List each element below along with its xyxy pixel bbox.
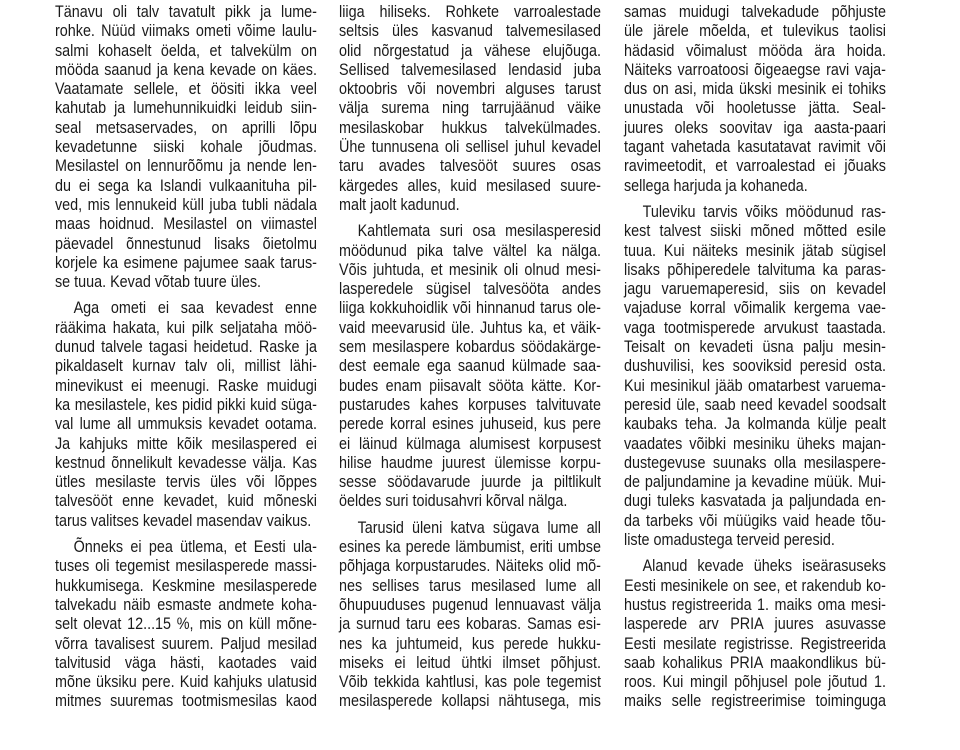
text-line: hilise haudme juurest ülemisse korpu- xyxy=(339,452,601,472)
text-line: ved, mis lennukeid küll juba tubli nädala xyxy=(55,194,317,214)
text-line: tarus valitses kevadel masendav vaikus. xyxy=(55,510,312,530)
text-line: jagu varuemaperesid, siis on kevadel xyxy=(624,279,886,299)
text-line: liiga kokkuhoidlik või hinnanud tarus ole- xyxy=(339,298,601,318)
text-line: mitmes suuremas tootmismesilas kaod xyxy=(55,691,317,711)
text-line-wrapper xyxy=(339,395,601,414)
text-line-wrapper xyxy=(624,79,886,98)
text-line-wrapper xyxy=(624,434,886,453)
text-line-wrapper xyxy=(624,98,886,117)
text-line: oktoobris või novembri alguses tarust xyxy=(339,79,601,99)
text-line: Võis juhtuda, et mesinik oli olnud mesi- xyxy=(339,259,601,279)
paragraph xyxy=(339,518,601,711)
text-line-wrapper xyxy=(624,691,886,710)
text-line: välja surema ning tarrujäänud väike xyxy=(339,98,601,118)
text-line-wrapper xyxy=(55,156,317,175)
text-line: Alanud kevade üheks iseärasuseks xyxy=(642,556,886,576)
text-line-wrapper xyxy=(339,260,601,279)
text-line-wrapper xyxy=(339,21,601,40)
text-line-wrapper xyxy=(55,60,317,79)
text-line-wrapper xyxy=(55,376,317,395)
text-line: kest talvest siiski mõned mõtted esile xyxy=(624,221,886,241)
text-line-wrapper xyxy=(624,337,886,356)
text-line-wrapper xyxy=(339,537,601,556)
text-line: kärgedes alles, kuid mesilased suure- xyxy=(339,175,601,195)
text-line-wrapper xyxy=(55,2,317,21)
text-line-wrapper xyxy=(55,98,317,117)
text-line: Tuleviku tarvis võiks möödunud ras- xyxy=(642,201,886,221)
text-line-wrapper xyxy=(624,614,886,633)
text-line: Vaatamate sellele, et öösiti ikka veel xyxy=(55,79,317,99)
text-line: Tarusid üleni katva sügava lume all xyxy=(357,517,601,537)
text-line-wrapper xyxy=(55,556,317,575)
text-line-wrapper xyxy=(339,434,601,453)
text-line: dushuvilisi, kes sooviksid peresid osta. xyxy=(624,356,886,376)
text-line-wrapper xyxy=(55,691,317,710)
text-line: sem mesilaspere kobardus söödakärge- xyxy=(339,337,601,357)
text-line: olid nõrgestatud ja vähese elujõuga. xyxy=(339,40,601,60)
text-line: unustada või hooletusse jätta. Seal- xyxy=(624,98,886,118)
text-line-wrapper xyxy=(55,253,317,272)
text-line-wrapper xyxy=(55,653,317,672)
paragraph xyxy=(55,2,317,291)
text-line: öeldes suri toidusahvri kõrval nälga. xyxy=(339,491,568,511)
text-line: talvitusid väga hästi, kaotades vaid xyxy=(55,652,317,672)
text-line-wrapper xyxy=(339,337,601,356)
text-line: taru avades talvesööt suures osas xyxy=(339,156,601,176)
paragraph xyxy=(624,556,886,710)
text-line-wrapper xyxy=(624,137,886,156)
text-line-wrapper xyxy=(624,491,886,510)
text-line-wrapper xyxy=(624,156,886,175)
text-line: Kahtlemata suri osa mesilasperesid xyxy=(357,221,601,241)
text-line: peresid üle, saab need kevadel soodsalt xyxy=(624,394,886,414)
text-line: rohke. Nüüd viimaks ometi võime laulu- xyxy=(55,21,317,41)
text-line-wrapper xyxy=(339,98,601,117)
text-line: liiga hiliseks. Rohkete varroalestade xyxy=(339,2,601,21)
text-line-wrapper xyxy=(339,241,601,260)
text-line: selt olevat 12...15 %, mis on küll mõne- xyxy=(55,614,317,634)
text-line: se tuua. Kevad võtab tuure üles. xyxy=(55,272,262,292)
text-line: Näiteks varroatoosi õigeaegse ravi vaja- xyxy=(624,59,886,79)
text-line-wrapper xyxy=(624,414,886,433)
text-line: perede korral esines juhuseid, kus pere xyxy=(339,414,601,434)
text-line: ei läinud külmaga alumisest korpusest xyxy=(339,433,601,453)
text-line-wrapper xyxy=(339,653,601,672)
text-line-wrapper xyxy=(624,260,886,279)
text-line: liste omadustega terveid peresid. xyxy=(624,530,835,550)
text-line: möödunud pika talve vältel ka nälga. xyxy=(339,240,601,260)
text-line: val lume all ummuksis kevadet ootama. xyxy=(55,414,317,434)
text-line: Ühe tunnusena oli sellisel juhul kevadel xyxy=(339,137,601,157)
text-line-wrapper xyxy=(624,202,886,221)
text-line: Aga ometi ei saa kevadest enne xyxy=(73,298,317,318)
text-line: kahutab ja lumehunnikuidki leidub siin- xyxy=(55,98,317,118)
text-line: lisaks põhiperedele talvituma ka paras- xyxy=(624,259,886,279)
text-line: salmi kohaselt öelda, et talvekülm on xyxy=(55,40,317,60)
text-line: sesse söödavarude juurde ja piltlikult xyxy=(339,472,601,492)
text-line-wrapper xyxy=(55,511,317,530)
text-line: ka mesilastele, kes pidid pikki kuid süga- xyxy=(55,394,317,414)
text-line-wrapper xyxy=(339,79,601,98)
text-line: ütles mesilaste tervis üles või lõppes xyxy=(55,472,317,492)
text-line: du ei sega ka Islandi vulkaanituha pil- xyxy=(55,175,317,195)
text-line-wrapper xyxy=(339,176,601,195)
text-line-wrapper xyxy=(55,472,317,491)
text-line-wrapper xyxy=(624,118,886,137)
text-line: sellega harjuda ja kohaneda. xyxy=(624,175,808,195)
text-line-wrapper xyxy=(339,279,601,298)
text-line: Mesilastel on lennurõõmu ja nende len- xyxy=(55,156,317,176)
text-line-wrapper xyxy=(339,118,601,137)
text-line: nes sellises tarus mesilased lume all xyxy=(339,575,601,595)
text-line-wrapper xyxy=(55,453,317,472)
text-line: kaubaks teha. Ja kolmanda külje pealt xyxy=(624,414,886,434)
text-line: maas hoidnud. Mesilastel on viimastel xyxy=(55,214,317,234)
paragraph xyxy=(55,298,317,530)
text-line-wrapper xyxy=(55,234,317,253)
text-line: kevadetunne siiski kohale jõudmas. xyxy=(55,137,317,157)
text-line-wrapper xyxy=(55,118,317,137)
text-line: budes enam piisavalt sööta kätte. Kor- xyxy=(339,375,601,395)
text-line: talvesööt enne kevadet, kuid mõneski xyxy=(55,491,317,511)
text-line: kestnud õnnelikult kevadesse välja. Kas xyxy=(55,452,317,472)
text-line-wrapper xyxy=(339,634,601,653)
text-line-wrapper xyxy=(624,595,886,614)
text-line-wrapper xyxy=(624,241,886,260)
text-line-wrapper xyxy=(55,395,317,414)
text-line: samas muidugi talvekadude põhjuste xyxy=(624,2,886,21)
text-line-wrapper xyxy=(339,195,601,214)
text-line: vaadates võibki mesiniku üheks majan- xyxy=(624,433,886,453)
text-column-1 xyxy=(55,2,317,718)
text-line-wrapper xyxy=(55,434,317,453)
text-line: vaid meevarusid üle. Juhtus ka, et väik- xyxy=(339,317,601,337)
text-line-wrapper xyxy=(339,41,601,60)
text-line-wrapper xyxy=(624,356,886,375)
text-line: dugi tuleks kasvatada ja paljundada en- xyxy=(624,491,886,511)
text-line-wrapper xyxy=(624,21,886,40)
text-line: Võib tekkida kahtlusi, kas pole tegemist xyxy=(339,672,601,692)
text-line-wrapper xyxy=(624,279,886,298)
text-line: juures oleks soovitav iga aasta-paari xyxy=(624,117,886,137)
text-line-wrapper xyxy=(55,614,317,633)
text-line-wrapper xyxy=(339,556,601,575)
text-line: mesilasperede kollapsi nähtusega, mis xyxy=(339,691,601,711)
text-line-wrapper xyxy=(339,376,601,395)
paragraph xyxy=(339,221,601,510)
text-line: tuua. Kui näiteks mesinik jätab sügisel xyxy=(624,240,886,260)
text-line: mööda saanud ja kena kevade on käes. xyxy=(55,59,317,79)
text-line-wrapper xyxy=(55,79,317,98)
text-line: Tänavu oli talv tavatult pikk ja lume- xyxy=(55,2,317,21)
text-line: Eesti mesilate registrisse. Registreerida xyxy=(624,633,886,653)
text-line-wrapper xyxy=(624,453,886,472)
text-line-wrapper xyxy=(55,318,317,337)
text-line: Kui mesinikul jääb omatarbest varuema- xyxy=(624,375,886,395)
text-line: nes ka juhtumeid, kus perede hukku- xyxy=(339,633,601,653)
text-line-wrapper xyxy=(624,298,886,317)
text-line: hustus registreerida 1. maiks oma mesi- xyxy=(624,594,886,614)
text-line-wrapper xyxy=(339,614,601,633)
text-line: põhjaga korpustarudes. Näiteks olid mõ- xyxy=(339,556,601,576)
text-line-wrapper xyxy=(624,376,886,395)
paragraph xyxy=(55,537,317,711)
text-line: roos. Kui mingil põhjusel pole jõutud 1. xyxy=(624,672,886,692)
text-line-wrapper xyxy=(624,511,886,530)
text-line: dus on asi, mida ükski mesinik ei tohiks xyxy=(624,79,886,99)
text-line-wrapper xyxy=(624,672,886,691)
text-line: maiks selle registreerimise toiminguga xyxy=(624,691,886,711)
text-line-wrapper xyxy=(339,356,601,375)
text-line-wrapper xyxy=(55,337,317,356)
text-line-wrapper xyxy=(624,576,886,595)
text-line-wrapper xyxy=(339,595,601,614)
text-line-wrapper xyxy=(339,318,601,337)
text-line: mesilaskobar hukkus talvekülmades. xyxy=(339,117,601,137)
text-line-wrapper xyxy=(55,298,317,317)
text-line: pustarudes kahes korpuses talvituvate xyxy=(339,394,601,414)
text-line: ja surnud taru ees kobaras. Samas esi- xyxy=(339,614,601,634)
text-line: dest eemale ega saanud külmade saa- xyxy=(339,356,601,376)
text-line-wrapper xyxy=(55,576,317,595)
text-line: õhupuuduses pugenud lennuavast välja xyxy=(339,594,601,614)
text-line-wrapper xyxy=(55,595,317,614)
text-line-wrapper xyxy=(624,221,886,240)
paragraph xyxy=(624,202,886,549)
text-line: talvekadu näib esmaste andmete koha- xyxy=(55,594,317,614)
text-line-wrapper xyxy=(339,453,601,472)
text-line-wrapper xyxy=(624,2,886,21)
text-line-wrapper xyxy=(339,60,601,79)
text-line: hukkumisega. Keskmine mesilasperede xyxy=(55,575,317,595)
text-line-wrapper xyxy=(55,634,317,653)
text-line-wrapper xyxy=(339,472,601,491)
text-line: saab kohalikus PRIA maakondlikus bü- xyxy=(624,652,886,672)
text-line-wrapper xyxy=(624,653,886,672)
text-line-wrapper xyxy=(55,21,317,40)
text-line: malt jaolt kadunud. xyxy=(339,194,460,214)
text-line-wrapper xyxy=(339,2,601,21)
text-line-wrapper xyxy=(339,518,601,537)
paragraph xyxy=(624,2,886,195)
text-line: seal metsaservades, on aprilli lõpu xyxy=(55,117,317,137)
text-line-wrapper xyxy=(339,414,601,433)
text-line-wrapper xyxy=(55,176,317,195)
text-column-2 xyxy=(339,2,601,718)
paragraph xyxy=(339,2,601,214)
text-line-wrapper xyxy=(55,491,317,510)
text-line-wrapper xyxy=(55,414,317,433)
text-line: Sellised talvemesilased lendasid juba xyxy=(339,59,601,79)
text-line-wrapper xyxy=(55,356,317,375)
text-line: hädasid võimalust mööda ära hoida. xyxy=(624,40,886,60)
text-line-wrapper xyxy=(624,556,886,575)
text-line: võrra tavalisest suurem. Paljud mesilad xyxy=(55,633,317,653)
text-line-wrapper xyxy=(339,691,601,710)
text-line: de paljundamine ja kevadine müük. Mui- xyxy=(624,472,886,492)
text-line-wrapper xyxy=(339,491,601,510)
text-line: Ja kahjuks mitte kõik mesilaspered ei xyxy=(55,433,317,453)
text-line: dustegevuse suunaks olla mesilaspere- xyxy=(624,452,886,472)
text-line: seltsis üles kasvanud talvemesilased xyxy=(339,21,601,41)
text-line: Eesti mesinikele on see, et rakendub ko- xyxy=(624,575,886,595)
text-line-wrapper xyxy=(624,41,886,60)
text-line-wrapper xyxy=(624,395,886,414)
text-line-wrapper xyxy=(55,537,317,556)
text-line: miseks ei leitud ühtki ilmset põhjust. xyxy=(339,652,601,672)
text-line-wrapper xyxy=(55,214,317,233)
text-line-wrapper xyxy=(55,272,317,291)
text-line: dunud talvele tagasi heidetud. Raske ja xyxy=(55,337,317,357)
text-line: lasperedele sügisel talvesööta andes xyxy=(339,279,601,299)
text-line-wrapper xyxy=(624,634,886,653)
text-line-wrapper xyxy=(339,672,601,691)
text-line: päevadel õnnestunud lisaks õietolmu xyxy=(55,233,317,253)
text-column-3 xyxy=(624,2,886,718)
text-line: lasperede arv PRIA juures asuvasse xyxy=(624,614,886,634)
text-line: tuses oli tegemist mesilasperede massi- xyxy=(55,556,317,576)
text-line-wrapper xyxy=(624,318,886,337)
text-line-wrapper xyxy=(624,176,886,195)
text-line: mõne üksiku pere. Kuid kahjuks ulatusid xyxy=(55,672,317,692)
text-line: tagant vahetada kasutatavat ravimit või xyxy=(624,137,886,157)
text-line-wrapper xyxy=(339,298,601,317)
text-line-wrapper xyxy=(624,60,886,79)
text-line: esines ka perede lämbumist, eriti umbse xyxy=(339,537,601,557)
text-line-wrapper xyxy=(339,156,601,175)
text-line: minevikust ei meenugi. Raske muidugi xyxy=(55,375,317,395)
text-line-wrapper xyxy=(339,137,601,156)
text-line-wrapper xyxy=(624,472,886,491)
text-line: vajaduse korral võimalik kergema vae- xyxy=(624,298,886,318)
text-line: da tarbeks või müügiks vaid heade tõu- xyxy=(624,510,886,530)
text-line: ravimeetodit, et varroalestad ei jõuaks xyxy=(624,156,886,176)
text-line-wrapper xyxy=(55,672,317,691)
text-line: Teisalt on kevadeti üsna palju mesin- xyxy=(624,337,886,357)
text-line: rääkima hakata, kui pilk seljataha möö- xyxy=(55,317,317,337)
text-line: üle järele mõelda, et tulevikus taolisi xyxy=(624,21,886,41)
text-line-wrapper xyxy=(55,195,317,214)
text-line-wrapper xyxy=(55,41,317,60)
text-line-wrapper xyxy=(624,530,886,549)
text-line: korjele ka esimene pajumee saak tarus- xyxy=(55,252,317,272)
text-line: Õnneks ei pea ütlema, et Eesti ula- xyxy=(73,537,317,557)
text-line: pikaldaselt kurnav talv oli, millist lähi- xyxy=(55,356,317,376)
text-line-wrapper xyxy=(55,137,317,156)
text-line: vaga tootmisperede arvukust taastada. xyxy=(624,317,886,337)
text-line-wrapper xyxy=(339,221,601,240)
text-line-wrapper xyxy=(339,576,601,595)
